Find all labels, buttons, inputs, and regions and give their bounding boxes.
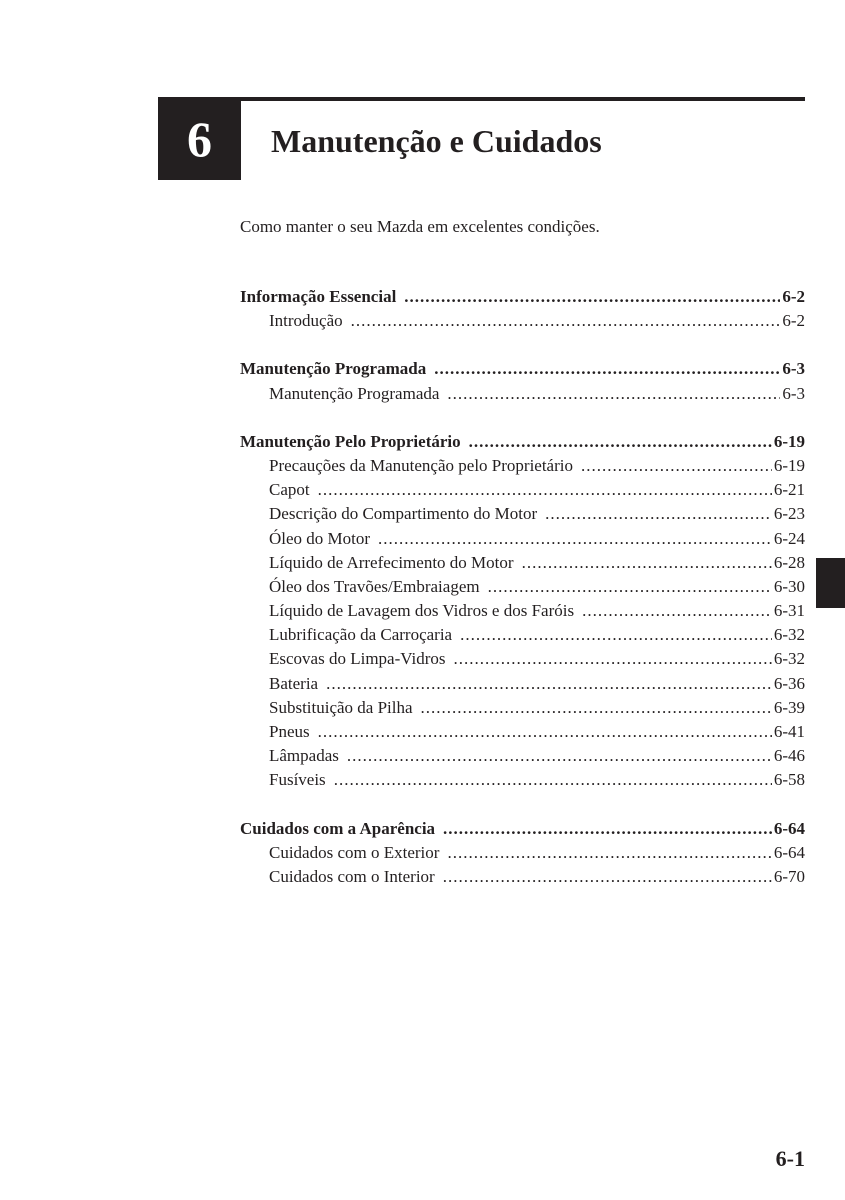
toc-dot-leader: [421, 696, 772, 720]
chapter-title: Manutenção e Cuidados: [271, 123, 602, 159]
toc-entry-page: 6-32: [773, 649, 805, 669]
toc-entry-label: Substituição da Pilha: [269, 697, 413, 717]
toc-entry-page: 6-24: [773, 528, 805, 548]
toc-item[interactable]: [240, 454, 805, 478]
toc-section: [240, 817, 805, 890]
toc-entry-page: 6-2: [782, 311, 805, 331]
toc-section-heading[interactable]: [240, 817, 805, 841]
toc-entry-label: Bateria: [269, 673, 319, 693]
toc-entry-label: Fusíveis: [269, 770, 326, 790]
toc-dot-leader: [454, 647, 772, 671]
toc-item[interactable]: [240, 527, 805, 551]
chapter-intro: Como manter o seu Mazda em excelentes condições.: [240, 217, 600, 236]
toc-item[interactable]: [240, 696, 805, 720]
chapter-number: 6: [187, 110, 212, 167]
toc-dot-leader: [351, 309, 781, 333]
toc-entry-label: Óleo dos Travões/Embraiagem: [269, 576, 480, 596]
toc-entry-page: 6-19: [773, 455, 805, 475]
toc-entry-label: Cuidados com o Interior: [269, 866, 435, 886]
toc-dot-leader: [318, 478, 772, 502]
toc-item[interactable]: [240, 768, 805, 792]
toc-item[interactable]: [240, 841, 805, 865]
toc-entry-page: 6-32: [773, 625, 805, 645]
toc-entry-page: 6-58: [773, 770, 805, 790]
toc-entry-page: 6-46: [773, 746, 805, 766]
toc-entry-page: 6-2: [782, 287, 805, 306]
toc-entry-page: 6-70: [773, 866, 805, 886]
toc-item[interactable]: [240, 672, 805, 696]
toc-section: [240, 285, 805, 333]
toc-dot-leader: [404, 285, 780, 309]
toc-entry-label: Capot: [269, 480, 310, 500]
toc-entry-label: Manutenção Pelo Proprietário: [240, 431, 461, 451]
toc-entry-page: 6-36: [773, 673, 805, 693]
toc-section-heading[interactable]: [240, 430, 805, 454]
toc-entry-label: Lâmpadas: [269, 746, 339, 766]
toc-entry-label: Cuidados com o Exterior: [269, 842, 440, 862]
toc-item[interactable]: [240, 623, 805, 647]
toc-entry-label: Manutenção Programada: [269, 383, 440, 403]
toc-entry-label: Líquido de Lavagem dos Vidros e dos Faróis: [269, 601, 575, 621]
chapter-number-box: [158, 97, 241, 180]
toc-dot-leader: [522, 551, 772, 575]
toc-item[interactable]: [240, 865, 805, 889]
table-of-contents: [240, 285, 805, 913]
toc-item[interactable]: [240, 599, 805, 623]
toc-section: [240, 357, 805, 405]
toc-dot-leader: [326, 672, 772, 696]
toc-dot-leader: [434, 357, 780, 381]
toc-item[interactable]: [240, 382, 805, 406]
toc-item[interactable]: [240, 478, 805, 502]
toc-dot-leader: [581, 454, 772, 478]
toc-entry-page: 6-21: [773, 480, 805, 500]
toc-item[interactable]: [240, 551, 805, 575]
toc-entry-page: 6-23: [773, 504, 805, 524]
toc-dot-leader: [460, 623, 772, 647]
toc-item[interactable]: [240, 502, 805, 526]
toc-entry-page: 6-30: [773, 576, 805, 596]
toc-item[interactable]: [240, 744, 805, 768]
toc-dot-leader: [447, 382, 780, 406]
toc-entry-label: Introdução: [269, 311, 343, 331]
toc-dot-leader: [469, 430, 772, 454]
toc-dot-leader: [488, 575, 772, 599]
toc-entry-label: Pneus: [269, 722, 310, 741]
toc-entry-page: 6-41: [773, 722, 805, 741]
toc-entry-page: 6-3: [782, 383, 805, 403]
toc-section: [240, 430, 805, 793]
toc-entry-page: 6-64: [773, 842, 805, 862]
toc-entry-label: Cuidados com a Aparência: [240, 818, 436, 838]
toc-dot-leader: [347, 744, 772, 768]
toc-entry-label: Óleo do Motor: [269, 528, 371, 548]
toc-item[interactable]: [240, 720, 805, 744]
toc-dot-leader: [318, 720, 772, 744]
toc-section-heading[interactable]: [240, 357, 805, 381]
toc-entry-label: Lubrificação da Carroçaria: [269, 625, 453, 645]
toc-item[interactable]: [240, 309, 805, 333]
toc-entry-label: Manutenção Programada: [240, 359, 427, 379]
toc-dot-leader: [334, 768, 772, 792]
header-rule: [241, 97, 805, 101]
toc-entry-label: Escovas do Limpa-Vidros: [269, 649, 446, 669]
toc-dot-leader: [443, 865, 772, 889]
toc-entry-page: 6-19: [773, 431, 805, 451]
toc-entry-label: Líquido de Arrefecimento do Motor: [269, 552, 514, 572]
toc-entry-page: 6-3: [782, 359, 805, 379]
toc-dot-leader: [378, 527, 772, 551]
toc-item[interactable]: [240, 575, 805, 599]
toc-entry-page: 6-28: [773, 552, 805, 572]
page-number: 6-1: [775, 1146, 805, 1171]
toc-entry-label: Descrição do Compartimento do Motor: [269, 504, 538, 524]
toc-entry-page: 6-39: [773, 697, 805, 717]
toc-item[interactable]: [240, 647, 805, 671]
toc-entry-label: Precauções da Manutenção pelo Proprietário: [269, 455, 573, 475]
toc-section-heading[interactable]: [240, 285, 805, 309]
toc-entry-label: Informação Essencial: [240, 287, 397, 306]
toc-dot-leader: [447, 841, 771, 865]
toc-dot-leader: [443, 817, 772, 841]
toc-entry-page: 6-64: [773, 818, 805, 838]
toc-dot-leader: [545, 502, 772, 526]
chapter-side-tab: [816, 558, 845, 608]
toc-entry-page: 6-31: [773, 601, 805, 621]
toc-dot-leader: [582, 599, 772, 623]
